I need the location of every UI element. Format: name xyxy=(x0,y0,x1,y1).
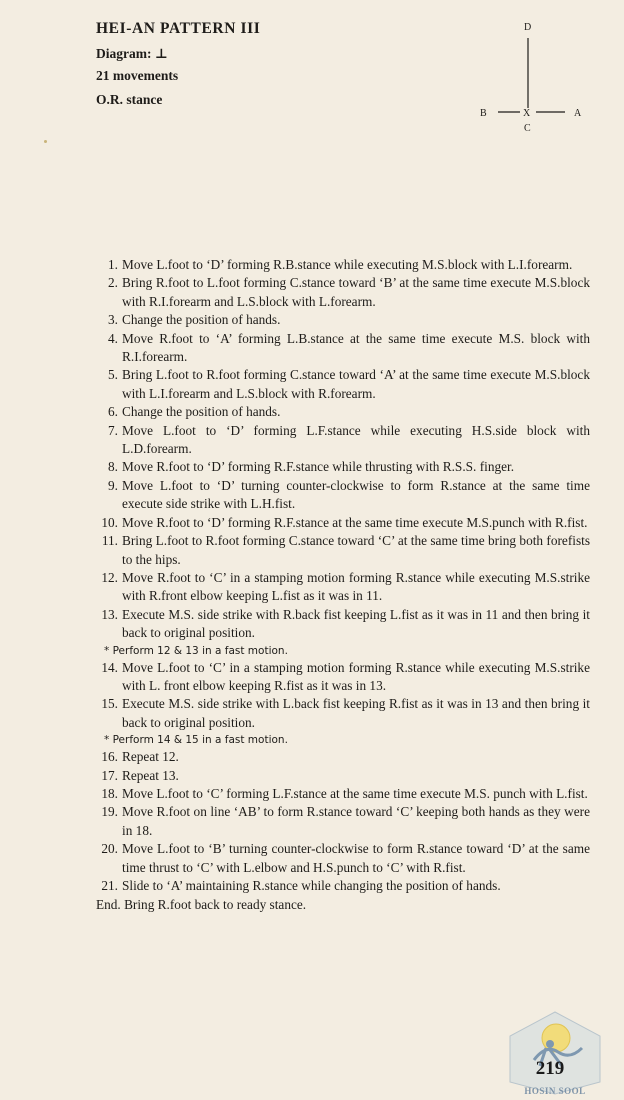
movement-item xyxy=(96,840,590,877)
movement-text: Move L.foot to ‘D’ forming L.F.stance while executing H.S.side block with L.D.forearm. xyxy=(122,422,590,457)
movement-text: Move L.foot to ‘D’ forming R.B.stance while executing M.S.block with L.I.forearm. xyxy=(122,257,573,272)
movement-number: 15. xyxy=(101,696,118,712)
movement-item xyxy=(96,748,590,766)
movement-item xyxy=(96,458,590,476)
movement-text: Move L.foot to ‘C’ in a stamping motion forming R.stance while executing M.S.strike with L. front elbow keeping R.fist as it was in 13. xyxy=(122,659,590,693)
movement-number: 8. xyxy=(108,459,118,475)
movement-item xyxy=(96,659,590,696)
direction-b-label: B xyxy=(480,108,487,119)
movement-number: 14. xyxy=(101,659,118,675)
movement-number: 20. xyxy=(101,841,118,857)
movement-item xyxy=(96,514,590,532)
direction-c-label: C xyxy=(524,123,531,134)
movement-item xyxy=(96,422,590,459)
movement-item xyxy=(96,274,590,311)
movement-number: 9. xyxy=(108,477,118,493)
movement-text: Move L.foot to ‘B’ turning counter-clockwise to form R.stance toward ‘D’ at the same time thrust to ‘C’ with L.elbow and H.S.punch to ‘C’ with R.fist. xyxy=(122,841,590,875)
movement-number: 7. xyxy=(108,422,118,438)
movement-item xyxy=(96,695,590,732)
movement-text: Execute M.S. side strike with R.back fist keeping L.fist as it was in 11 and then bring it back to original position. xyxy=(122,606,590,641)
movement-item xyxy=(96,803,590,840)
movement-text: Move L.foot to ‘D’ turning counter-clockwise to form R.stance at the same time execute side strike with L.H.fist. xyxy=(122,477,590,512)
direction-diagram xyxy=(470,16,600,146)
movement-text: Move R.foot to ‘C’ in a stamping motion forming R.stance while executing M.S.strike with R.front elbow keeping L.fist as it was in 11. xyxy=(122,569,590,604)
movement-text: Change the position of hands. xyxy=(122,404,281,420)
movement-number: 11. xyxy=(101,533,118,549)
movement-text: Move R.foot to ‘D’ forming R.F.stance at the same time execute M.S.punch with R.fist. xyxy=(122,514,588,530)
movement-list xyxy=(96,256,590,915)
movement-item xyxy=(96,877,590,895)
movement-number: 12. xyxy=(101,569,118,585)
movement-number: 4. xyxy=(108,330,118,346)
movement-number: 2. xyxy=(108,275,118,291)
movement-item xyxy=(96,256,590,274)
movement-text: Move R.foot to ‘A’ forming L.B.stance at the same time execute M.S. block with R.I.forearm. xyxy=(122,330,590,365)
movement-item xyxy=(96,403,590,421)
page-title: HEI-AN PATTERN III xyxy=(96,20,261,37)
paper-speck xyxy=(44,140,47,143)
movement-text: Repeat 13. xyxy=(122,767,179,783)
movement-number: 6. xyxy=(108,404,118,420)
movements-count: 21 movements xyxy=(96,68,179,83)
movement-text: Repeat 12. xyxy=(122,749,179,765)
movement-number: 16. xyxy=(101,749,118,765)
direction-center-label: X xyxy=(523,108,531,119)
movement-text: Bring R.foot to L.foot forming C.stance toward ‘B’ at the same time execute M.S.block with R.I.forearm and L.S.block with L.forearm. xyxy=(122,275,590,309)
end-instruction: End. Bring R.foot back to ready stance. xyxy=(96,897,307,913)
movement-text: Change the position of hands. xyxy=(122,312,281,328)
movement-number: 17. xyxy=(101,767,118,783)
starting-stance: O.R. stance xyxy=(96,92,163,107)
movement-item xyxy=(96,606,590,643)
diagram-label: Diagram: ⊥ xyxy=(96,46,168,61)
direction-d-label: D xyxy=(524,22,532,33)
movement-item xyxy=(96,311,590,329)
direction-a-label: A xyxy=(574,108,582,119)
movement-text: Move L.foot to ‘C’ forming L.F.stance at the same time execute M.S. punch with L.fist. xyxy=(122,785,588,801)
movement-number: 3. xyxy=(108,312,118,328)
movement-text: Bring L.foot to R.foot forming C.stance toward ‘A’ at the same time execute M.S.block with L.I.forearm and L.S.block with R.forearm. xyxy=(122,367,590,401)
performance-note: * Perform 12 & 13 in a fast motion. xyxy=(104,644,288,657)
movement-text: Bring L.foot to R.foot forming C.stance toward ‘C’ at the same time bring both forefists to the hips. xyxy=(122,533,590,567)
movement-text: Move R.foot on line ‘AB’ to form R.stance toward ‘C’ keeping both hands as they were in 18. xyxy=(122,804,590,838)
movement-number: 5. xyxy=(108,367,118,383)
movement-number: 21. xyxy=(101,878,118,893)
movement-text: Execute M.S. side strike with L.back fist keeping R.fist as it was in 13 and then bring it back to original position. xyxy=(122,696,590,730)
movement-item xyxy=(96,477,590,514)
movement-item xyxy=(96,767,590,785)
badge-text: HOSIN SOOL xyxy=(524,1086,586,1096)
page-number: 219 xyxy=(535,1058,565,1079)
movement-number: 18. xyxy=(101,785,118,801)
movement-number: 19. xyxy=(101,804,118,820)
movement-item xyxy=(96,785,590,803)
movement-number: 1. xyxy=(108,257,118,272)
hosin-sool-logo-badge xyxy=(500,1008,610,1096)
movement-text: Slide to ‘A’ maintaining R.stance while changing the position of hands. xyxy=(122,878,501,893)
movement-text: Move R.foot to ‘D’ forming R.F.stance while thrusting with R.S.S. finger. xyxy=(122,459,515,475)
performance-note: * Perform 14 & 15 in a fast motion. xyxy=(104,734,288,747)
movement-item xyxy=(96,532,590,569)
movement-item xyxy=(96,330,590,367)
movement-number: 10. xyxy=(101,514,118,530)
movement-item xyxy=(96,366,590,403)
movement-number: 13. xyxy=(101,606,118,622)
movement-item xyxy=(96,569,590,606)
